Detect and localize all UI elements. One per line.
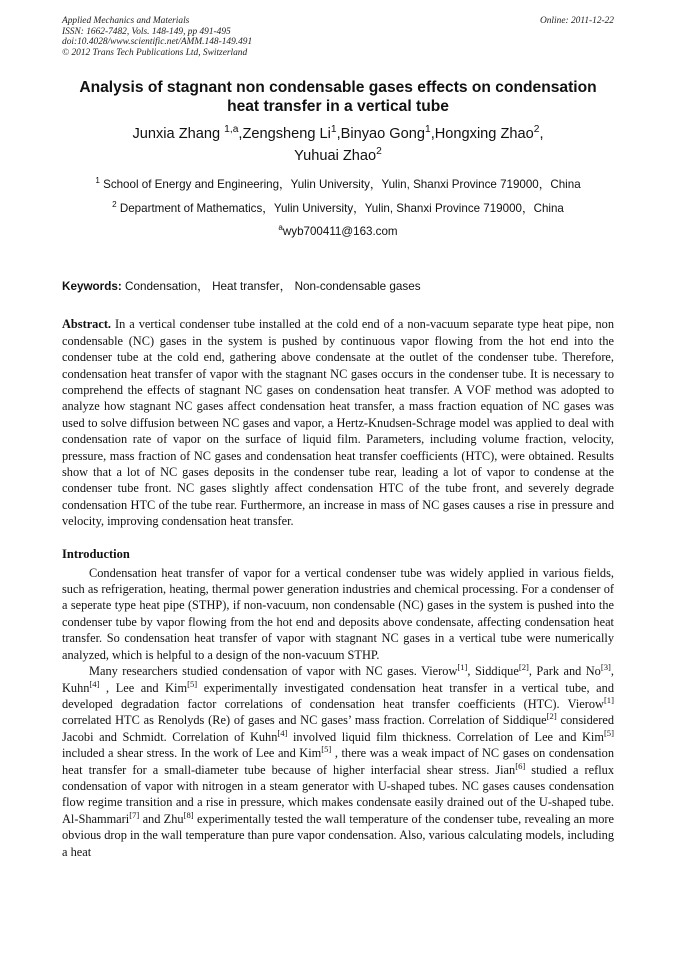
author-affiliation-mark: 1 xyxy=(330,124,337,136)
citation: [1] xyxy=(457,661,468,672)
keywords xyxy=(62,280,614,294)
author-name: Yuhuai Zhao xyxy=(294,147,377,164)
author-name: ,Zengsheng Li xyxy=(238,126,331,143)
abstract-text: In a vertical condenser tube installed at the cold end of a non-vacuum separate type heat pipe, non condensable (NC) gases in the system is pushed by continuous vapor flowing from the hot end into the condenser tube at the cold end, gathering above condensate at the outlet of the condenser tube. Therefore, condensation heat transfer of vapor with the stagnant NC gases occurs in the condenser tube. It is necessary to comprehend the effects of stagnant NC gases on condensation heat transfer. A VOF method was adopted to analyze how stagnant NC gases affect condensation heat transfer, a mass fraction equation of NC gases was used to solve diffusion between NC gases and vapor, a Hertz-Knudsen-Schrage model was applied to deal with condensation rate of vapor on the surface of liquid film. Parameters, including volume fraction, velocity, pressure, mass fraction of NC gases and condensation heat transfer coefficients (HTC), were obtained. Results show that a lot of NC gases deposits in the condenser tube rear, leading a lot of vapor to condense at the condenser tube front. NC gases slightly affect condensation HTC of the tube front, and severely degrade condensation HTC of the tube rear. Furthermore, an increase in mass of NC gases causes a rise in pressure and velocity, improving condensation heat transfer. xyxy=(62,317,614,529)
author-list xyxy=(62,124,614,167)
text-run: , there was a weak impact of NC gases on condensation heat transfer for a small-diameter tube because of higher interfacial shear stress. Jian xyxy=(62,746,614,777)
text-run: studied a reflux condensation of vapor with nitrogen in a steam generator with U-shaped tubes. NC gases causes condensation flow regime transition and a rise in pressure, which makes condensate easily drained out of the U-shaped tube. Al-Shammari xyxy=(62,762,614,826)
affiliation-2 xyxy=(62,202,614,215)
abstract-label: Abstract. xyxy=(62,317,112,332)
email-address: wyb700411@163.com xyxy=(282,225,398,239)
section-heading-introduction: Introduction xyxy=(62,546,130,561)
author-name: Junxia Zhang xyxy=(132,126,225,143)
text-run: included a shear stress. In the work of Lee and Kim xyxy=(62,746,322,761)
text-run: considered Jacobi and Schmidt. Correlation of Kuhn xyxy=(62,713,614,744)
citation: [2] xyxy=(546,711,557,722)
intro-paragraph-1: Condensation heat transfer of vapor for a vertical condenser tube was widely applied in various fields, such as refrigeration, heating, thermal power generation industries and chemical processing. For a condenser of a seperate type heat pipe (STHP), if non-vacuum, non condensable (NC) gases in the system is pushed into the condenser tube by vapor flowing from the hot end and deposits above condensate, affecting condensation heat transfer. So condensation heat transfer of vapor with stagnant NC gases in a vertical tube were numerically analyzed, which is helpful to a design of the non-vacuum STHP. xyxy=(62,565,614,662)
keywords-text: Condensation， Heat transfer， Non-condensable gases xyxy=(121,280,421,294)
doi-line: doi:10.4028/www.scientific.net/AMM.148-149.491 xyxy=(62,37,253,48)
author-affiliation-mark: 1 xyxy=(425,124,431,136)
journal-name: Applied Mechanics and Materials xyxy=(62,16,190,26)
author-separator: , xyxy=(539,126,544,143)
affiliation-text: School of Energy and Engineering，Yulin University，Yulin, Shanxi Province 719000，China xyxy=(99,178,581,192)
text-run: , Lee and Kim xyxy=(99,680,188,695)
citation: [6] xyxy=(515,760,526,771)
intro-paragraph-2 xyxy=(62,663,614,860)
text-run: , Siddique xyxy=(467,664,519,679)
affiliation-mark: 2 xyxy=(112,200,117,210)
text-run: , Kuhn xyxy=(62,664,614,695)
citation: [8] xyxy=(183,809,194,820)
keywords-label: Keywords: xyxy=(62,280,122,294)
author-affiliation-mark: 1,a xyxy=(224,124,239,136)
citation: [3] xyxy=(600,661,611,672)
text-run: , Park and No xyxy=(528,664,601,679)
text-run: involved liquid film thickness. Correlation of Lee and Kim xyxy=(287,729,604,744)
citation: [5] xyxy=(321,744,332,755)
affiliation-text: Department of Mathematics，Yulin University，Yulin, Shanxi Province 719000，China xyxy=(116,202,564,216)
author-name: ,Hongxing Zhao xyxy=(430,126,534,143)
online-date: Online: 2011-12-22 xyxy=(539,16,614,26)
abstract xyxy=(62,316,614,529)
journal-header xyxy=(62,16,614,58)
citation: [5] xyxy=(187,678,198,689)
citation: [4] xyxy=(277,727,288,738)
copyright-line: © 2012 Trans Tech Publications Ltd, Switzerland xyxy=(62,47,248,58)
citation: [5] xyxy=(603,727,614,738)
affiliation-mark: 1 xyxy=(95,176,100,186)
text-run: experimentally tested the wall temperature of the condenser tube, revealing an more obvious drop in the wall temperature than pure vapor condensation. Also, various calculating models, including a heat xyxy=(62,811,614,859)
text-run: experimentally investigated condensation heat transfer in a vertical tube, and developed degradation factor correlations of condensation heat transfer coefficients (HTC). Vierow xyxy=(62,680,614,711)
author-email xyxy=(62,225,614,238)
text-run: and Zhu xyxy=(139,811,184,826)
issn-line: ISSN: 1662-7482, Vols. 148-149, pp 491-495 xyxy=(62,26,231,37)
author-affiliation-mark: 2 xyxy=(376,146,382,158)
text-run: Many researchers studied condensation of vapor with NC gases. Vierow xyxy=(89,664,458,679)
citation: [7] xyxy=(129,809,140,820)
affiliation-1 xyxy=(62,178,614,191)
citation: [2] xyxy=(518,661,529,672)
citation: [4] xyxy=(89,678,100,689)
text-run: correlated HTC as Renolyds (Re) of gases and NC gases’ mass fraction. Correlation of Siddique xyxy=(62,713,547,728)
citation: [1] xyxy=(603,694,614,705)
email-mark: a xyxy=(278,223,283,233)
author-name: ,Binyao Gong xyxy=(336,126,426,143)
paper-title: Analysis of stagnant non condensable gases effects on condensation heat transfer in a vertical tube xyxy=(79,79,597,115)
author-affiliation-mark: 2 xyxy=(533,124,540,136)
